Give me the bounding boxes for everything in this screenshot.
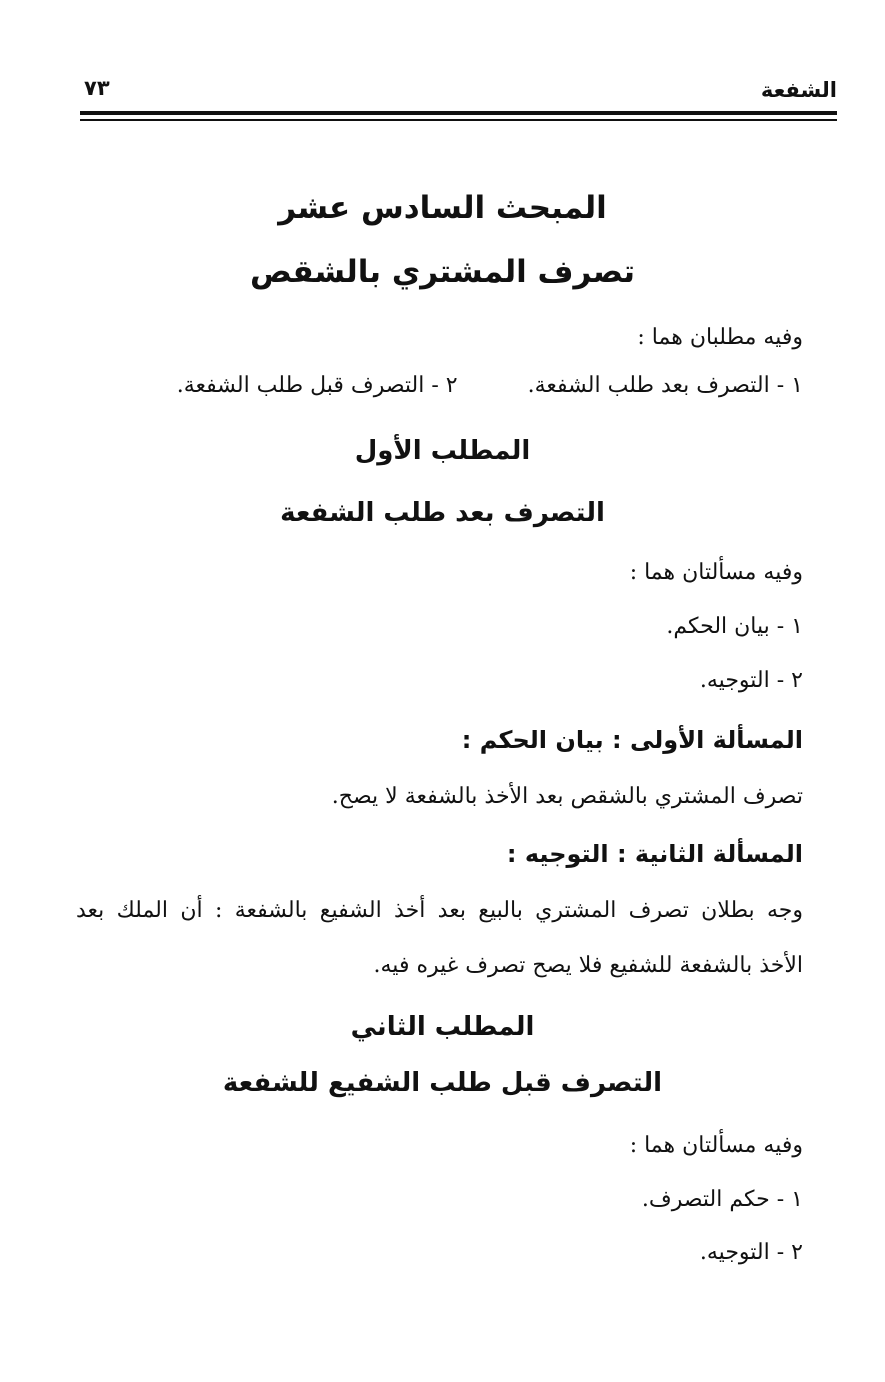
issue2-line1: وجه بطلان تصرف المشتري بالبيع بعد أخذ الشفيع بالشفعة : أن الملك بعد	[76, 898, 803, 923]
section1-heading: المطلب الأول	[354, 436, 531, 466]
list-item	[521, 373, 803, 398]
list-item	[700, 668, 803, 693]
item-number: ٢	[791, 668, 803, 693]
list-item	[666, 614, 803, 639]
item-text: - التصرف قبل طلب الشفعة.	[176, 373, 439, 398]
item-number: ٢	[445, 373, 458, 398]
item-text: - التوجيه.	[699, 668, 785, 693]
list-item	[700, 1240, 803, 1265]
item-text: - التصرف بعد طلب الشفعة.	[527, 373, 785, 398]
section2-intro: وفيه مسألتان هما :	[629, 1133, 803, 1158]
issue1-title: المسألة الأولى : بيان الحكم :	[461, 726, 803, 754]
section1-title: التصرف بعد طلب الشفعة	[280, 498, 605, 528]
item-number: ٢	[791, 1240, 803, 1265]
page-header	[80, 78, 837, 104]
issue1-text: تصرف المشتري بالشقص بعد الأخذ بالشفعة لا يصح.	[331, 784, 803, 809]
running-title: الشفعة	[760, 78, 837, 102]
item-number: ١	[791, 614, 803, 639]
chapter-title: تصرف المشتري بالشقص	[249, 254, 636, 290]
chapter-items	[177, 373, 803, 398]
section2-title: التصرف قبل طلب الشفيع للشفعة	[222, 1068, 663, 1098]
item-number: ١	[791, 373, 803, 398]
item-text: - التوجيه.	[699, 1240, 785, 1265]
issue2-line2: الأخذ بالشفعة للشفيع فلا يصح تصرف غيره فيه.	[373, 953, 803, 978]
chapter-intro: وفيه مطلبان هما :	[637, 325, 803, 350]
list-item	[642, 1187, 803, 1212]
chapter-heading: المبحث السادس عشر	[278, 190, 607, 226]
item-text: - بيان الحكم.	[666, 614, 785, 639]
header-rule-thick	[80, 111, 837, 115]
section2-heading: المطلب الثاني	[350, 1012, 535, 1042]
item-number: ١	[791, 1187, 803, 1212]
section1-intro: وفيه مسألتان هما :	[629, 560, 803, 585]
list-item	[177, 373, 458, 398]
issue2-title: المسألة الثانية : التوجيه :	[506, 840, 803, 868]
page-number: ٧٣	[84, 76, 110, 100]
item-text: - حكم التصرف.	[641, 1187, 785, 1212]
header-rule-thin	[80, 119, 837, 121]
